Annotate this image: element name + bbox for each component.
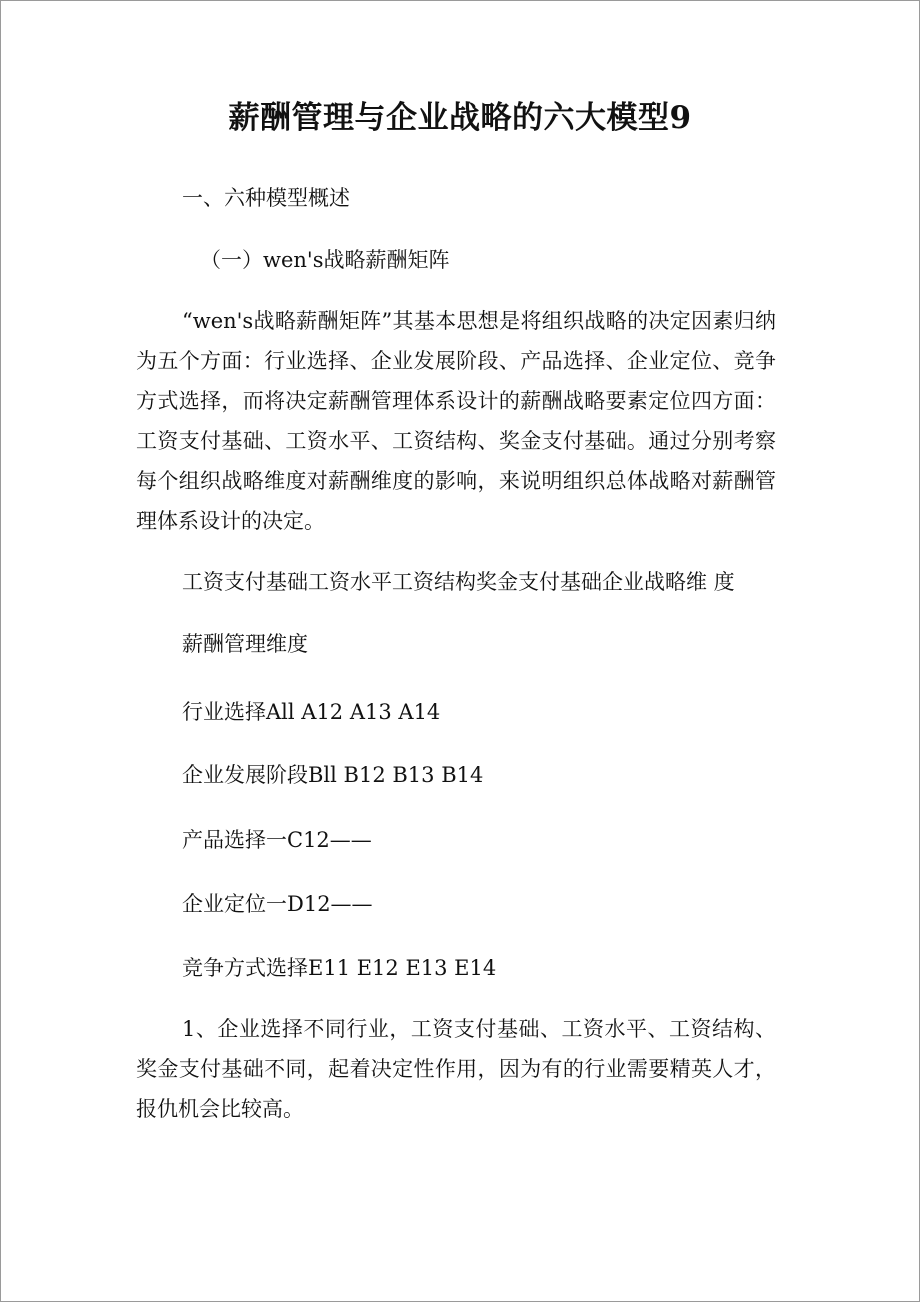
matrix-header-line: 工资支付基础工资水平工资结构奖金支付基础企业战略维 度 [182, 570, 735, 594]
point-1-paragraph: 1、企业选择不同行业，工资支付基础、工资水平、工资结构、奖金支付基础不同，起着决定性作用，因为有的行业需要精英人才，报仇机会比较高。 [136, 1017, 776, 1121]
document-title: 薪酬管理与企业战略的六大模型9 [228, 100, 692, 136]
matrix-row-industry: 行业选择All A12 A13 A14 [182, 700, 441, 724]
section-heading: 一、六种模型概述 [182, 186, 350, 210]
subsection-heading: （一）wen's战略薪酬矩阵 [200, 248, 450, 272]
intro-paragraph: “wen's战略薪酬矩阵”其基本思想是将组织战略的决定因素归纳为五个方面：行业选择、企业发展阶段、产品选择、企业定位、竞争方式选择，而将决定薪酬管理体系设计的薪酬战略要素定位四方面：工资支付基础、工资水平、工资结构、奖金支付基础。通过分别考察每个组织战略维度对薪酬维度的影响，来说明组织总体战略对薪酬管理体系设计的决定。 [136, 309, 776, 533]
matrix-row-positioning: 企业定位一D12—— [182, 892, 373, 916]
matrix-row-development-stage: 企业发展阶段Bll B12 B13 B14 [182, 763, 484, 787]
matrix-subheader-line: 薪酬管理维度 [182, 632, 308, 656]
matrix-row-competition: 竞争方式选择E11 E12 E13 E14 [182, 956, 497, 980]
matrix-row-product: 产品选择一C12—— [182, 828, 372, 852]
